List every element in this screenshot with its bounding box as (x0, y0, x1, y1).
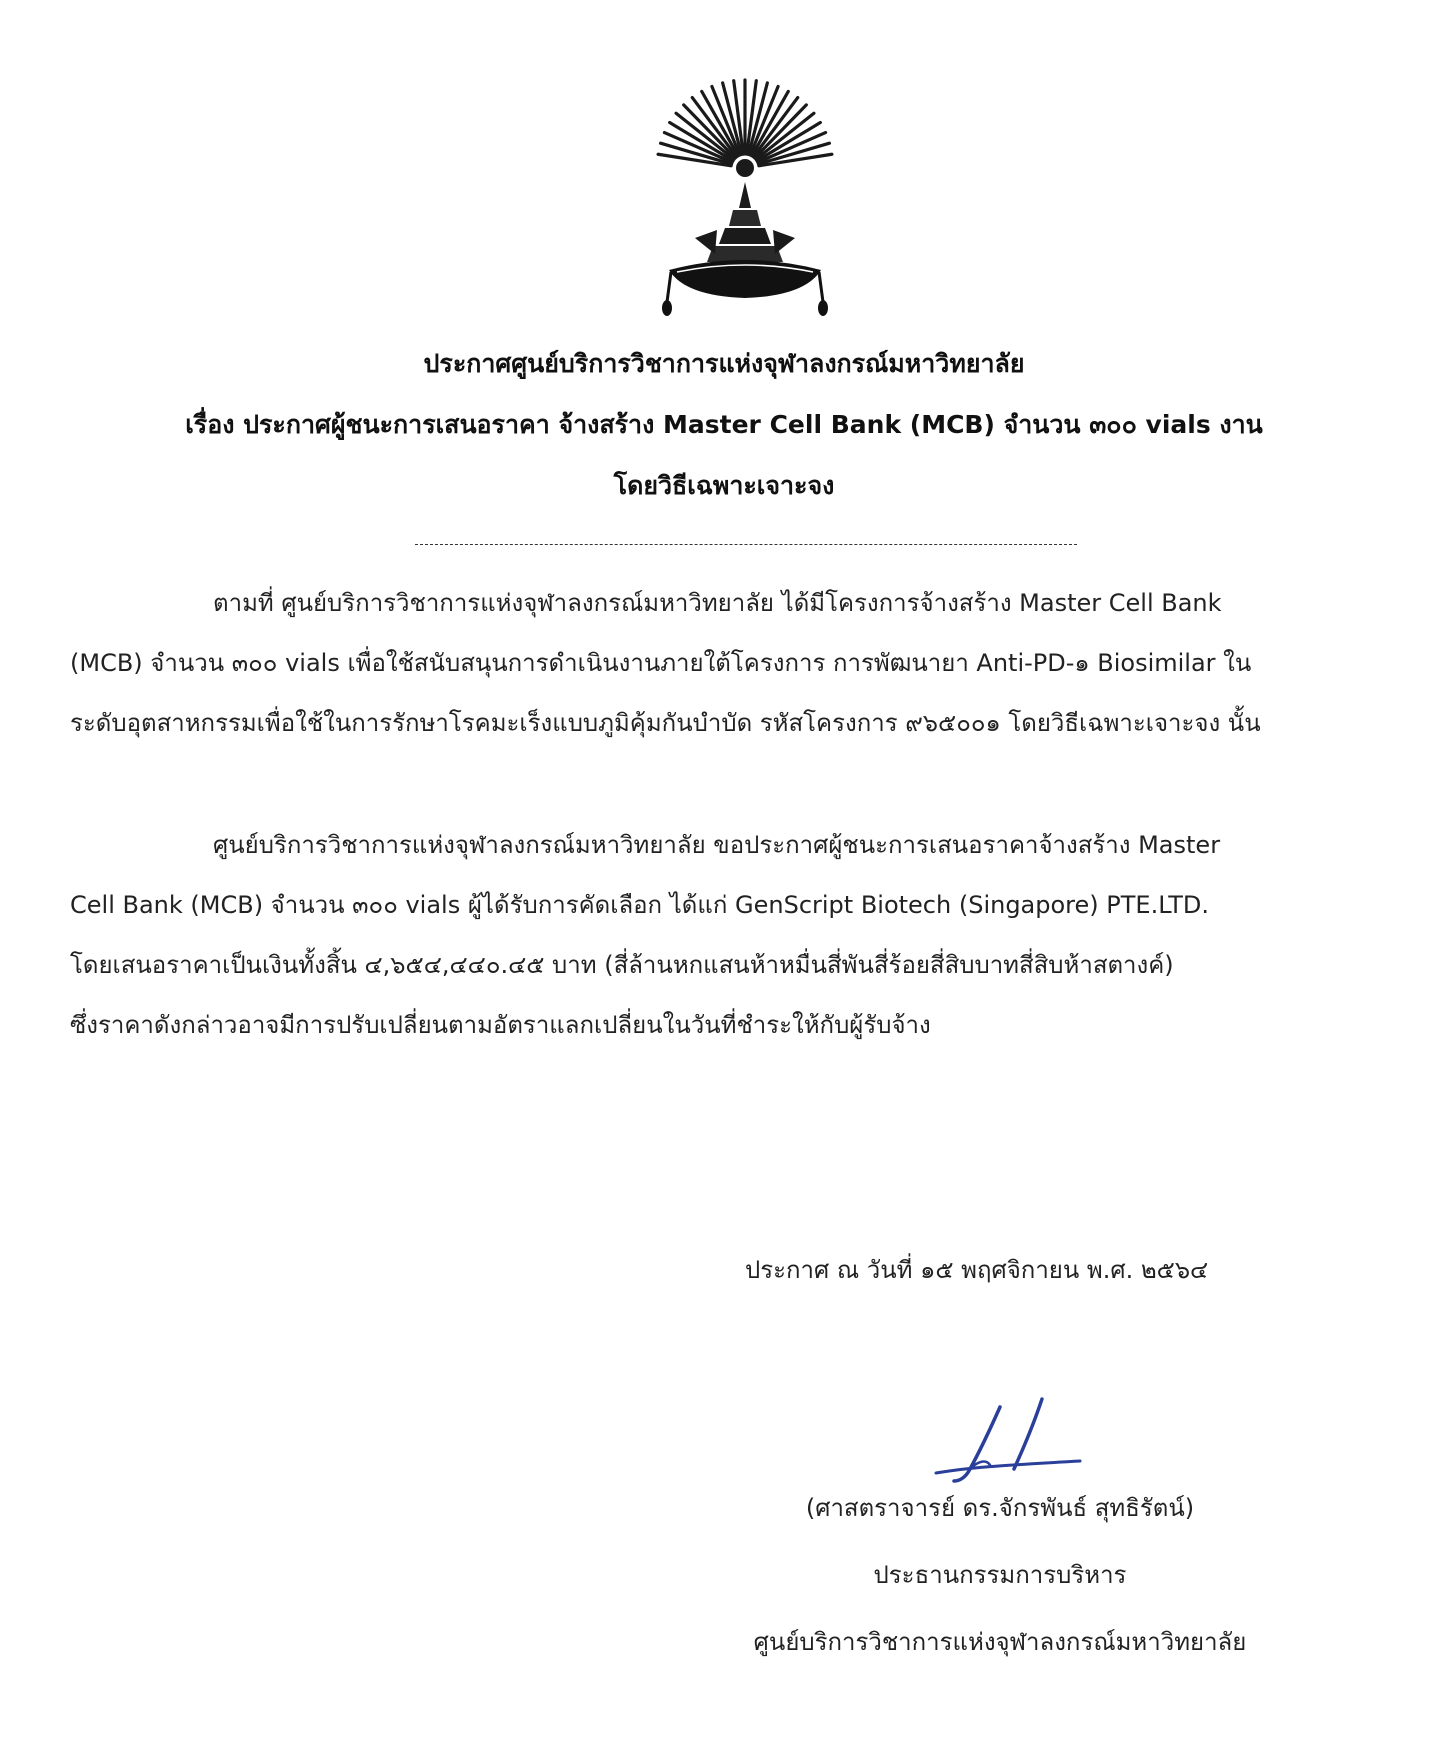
signatory-organization: ศูนย์บริการวิชาการแห่งจุฬาลงกรณ์มหาวิทยาลัย (753, 1628, 1247, 1656)
paragraph-line: ศูนย์บริการวิชาการแห่งจุฬาลงกรณ์มหาวิทยาลัย ขอประกาศผู้ชนะการเสนอราคาจ้างสร้าง Master (213, 831, 1221, 859)
announcement-date: ประกาศ ณ วันที่ ๑๕ พฤศจิกายน พ.ศ. ๒๕๖๔ (745, 1256, 1209, 1284)
paragraph-line: Cell Bank (MCB) จำนวน ๓๐๐ vials ผู้ได้รับการคัดเลือก ได้แก่ GenScript Biotech (Singapore) PTE.LTD. (70, 891, 1210, 919)
paragraph-line: โดยเสนอราคาเป็นเงินทั้งสิ้น ๔,๖๕๔,๔๔๐.๔๕ บาท (สี่ล้านหกแสนห้าหมื่นสี่พันสี่ร้อยสี่สิบบาทสี่สิบห้าสตางค์) (70, 951, 1174, 979)
paragraph-line: ระดับอุตสาหกรรมเพื่อใช้ในการรักษาโรคมะเร็งแบบภูมิคุ้มกันบำบัด รหัสโครงการ ๙๖๕๐๐๑ โดยวิธีเฉพาะเจาะจง นั้น (70, 709, 1261, 737)
paragraph-line: (MCB) จำนวน ๓๐๐ vials เพื่อใช้สนับสนุนการดำเนินงานภายใต้โครงการ การพัฒนายา Anti-PD-๑ Biosimilar ใน (70, 649, 1252, 677)
title-divider (415, 544, 1077, 545)
paragraph-line: ซึ่งราคาดังกล่าวอาจมีการปรับเปลี่ยนตามอัตราแลกเปลี่ยนในวันที่ชำระให้กับผู้รับจ้าง (70, 1011, 931, 1039)
signatory-name: (ศาสตราจารย์ ดร.จักรพันธ์ สุทธิรัตน์) (805, 1494, 1195, 1522)
paragraph-line: ตามที่ ศูนย์บริการวิชาการแห่งจุฬาลงกรณ์มหาวิทยาลัย ได้มีโครงการจ้างสร้าง Master Cell Bank (213, 589, 1222, 617)
signatory-position: ประธานกรรมการบริหาร (873, 1561, 1127, 1589)
emblem-ray (755, 105, 807, 158)
announcement-subject: เรื่อง ประกาศผู้ชนะการเสนอราคา จ้างสร้าง Master Cell Bank (MCB) จำนวน ๓๐๐ vials งาน (185, 410, 1263, 439)
emblem-ray (684, 105, 736, 158)
announcement-title: ประกาศศูนย์บริการวิชาการแห่งจุฬาลงกรณ์มหาวิทยาลัย (423, 349, 1025, 378)
signature-icon (930, 1395, 1090, 1485)
announcement-subject-cont: โดยวิธีเฉพาะเจาะจง (613, 471, 835, 500)
university-emblem-icon (655, 58, 835, 320)
